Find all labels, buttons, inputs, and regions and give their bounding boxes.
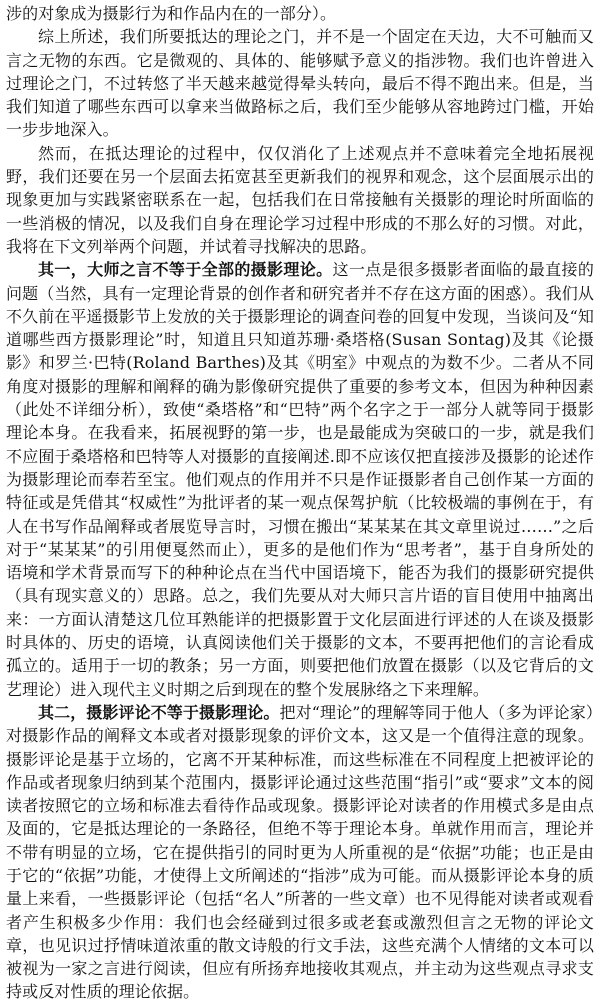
paragraph-text: 这一点是很多摄影者面临的最直接的问题（当然，具有一定理论背景的创作者和研究者并不存在这方面的困惑）。我们从不久前在平遥摄影节上发放的关于摄影理论的调查问卷的回复中发现，当谈问及“知道哪些西方摄影理论”时，知道且只知道苏珊·桑塔格(Susan Sontag)及其《论摄影》和罗兰·巴特(Roland Barthes)及其《明室》中观点的为数不少。二者从不同角度对摄影的理解和阐释的确为影像研究提供了重要的参考文本，但因为种种因素（此处不详细分析），致使“桑塔格”和“巴特”两个名字之于一部分人就等同于摄影理论本身。在我看来，拓展视野的第一步，也是最能成为突破口的一步，就是我们不应囿于桑塔格和巴特等人对摄影的直接阐述.即不应该仅把直接涉及摄影的论述作为摄影理论而奉若至宝。他们观点的作用并不只是作证摄影者自己创作某一方面的特征或是凭借其“权威性”为批评者的某一观点保驾护航（比较极端的事例在于，有人在书写作品阐释或者展览导言时，习惯在搬出“某某某在其文章里说过……”之后对于“某某某”的引用便戛然而止），更多的是他们作为“思考者”，基于自身所处的语境和学术背景而写下的种种论点在当代中国语境下，能否为我们的摄影研究提供（具有现实意义的）思路。总之，我们先要从对大师只言片语的盲目使用中抽离出来：一方面认清楚这几位耳熟能详的把摄影置于文化层面进行评述的人在谈及摄影时具体的、历史的语境，认真阅读他们关于摄影的文本，不要再把他们的言论看成孤立的。适用于一切的教条；另一方面，则要把他们放置在摄影（以及它背后的文艺理论）进入现代主义时期之后到现在的整个发展脉络之下来理解。 xyxy=(6,260,594,699)
paragraph-text: 综上所述，我们所要抵达的理论之门，并不是一个固定在天边，大不可触而又言之无物的东西。它是微观的、具体的、能够赋予意义的指涉物。我们也许曾进入过理论之门，不过转悠了半天越来越觉得晕头转向，最后不得不跑出来。但是，当我们知道了哪些东西可以拿来当做路标之后，我们至少能够从容地跨过门槛，开始一步步地深入。 xyxy=(6,27,594,140)
paragraph-lead-heading: 其一，大师之言不等于全部的摄影理论。 xyxy=(38,260,333,280)
paragraph-transition xyxy=(6,142,594,258)
paragraph-point-two xyxy=(6,701,594,1004)
paragraph-text: 把对“理论”的理解等同于他人（多为评论家）对摄影作品的阐释文本或者对摄影现象的评价文本，这又是一个值得注意的现象。摄影评论是基于立场的，它离不开某种标准，而这些标准在不同程度上把被评论的作品或者现象归纳到某个范围内，摄影评论通过这些范围“指引”或“要求”文本的阅读者按照它的立场和标准去看待作品或现象。摄影评论对读者的作用模式多是由点及面的，它是抵达理论的一条路径，但绝不等于理论本身。单就作用而言，理论并不带有明显的立场，它在提供指引的同时更为人所重视的是“依据”功能；也正是由于它的“依据”功能，才使得上文所阐述的“指涉”成为可能。而从摄影评论本身的质量上来看，一些摄影评论（包括“名人”所著的一些文章）也不见得能对读者或观看者产生积极多少作用：我们也会经碰到过很多或老套或激烈但言之无物的评论文章，也见识过抒情味道浓重的散文诗般的行文手法，这些充满个人情绪的文本可以被视为一家之言进行阅读，但应有所扬弃地接收其观点，并主动为这些观点寻求支持或反对性质的理论依据。 xyxy=(6,702,594,1002)
paragraph-summary xyxy=(6,25,594,141)
document-page xyxy=(6,2,594,1004)
paragraph-lead-heading: 其二，摄影评论不等于摄影理论。 xyxy=(38,702,280,722)
paragraph-text: 然而，在抵达理论的过程中，仅仅消化了上述观点并不意味着完全地拓展视野，我们还要在另一个层面去拓宽甚至更新我们的视界和观念，这个层面展示出的现象更加与实践紧密联系在一起，包括我们在日常接触有关摄影的理论时所面临的一些消极的情况，以及我们自身在理论学习过程中形成的不那么好的习惯。对此，我将在下文列举两个问题，并试着寻找解决的思路。 xyxy=(6,143,594,256)
paragraph-point-one xyxy=(6,258,594,701)
paragraph-continuation xyxy=(6,2,594,25)
paragraph-text: 涉的对象成为摄影行为和作品内在的一部分）。 xyxy=(6,4,337,23)
